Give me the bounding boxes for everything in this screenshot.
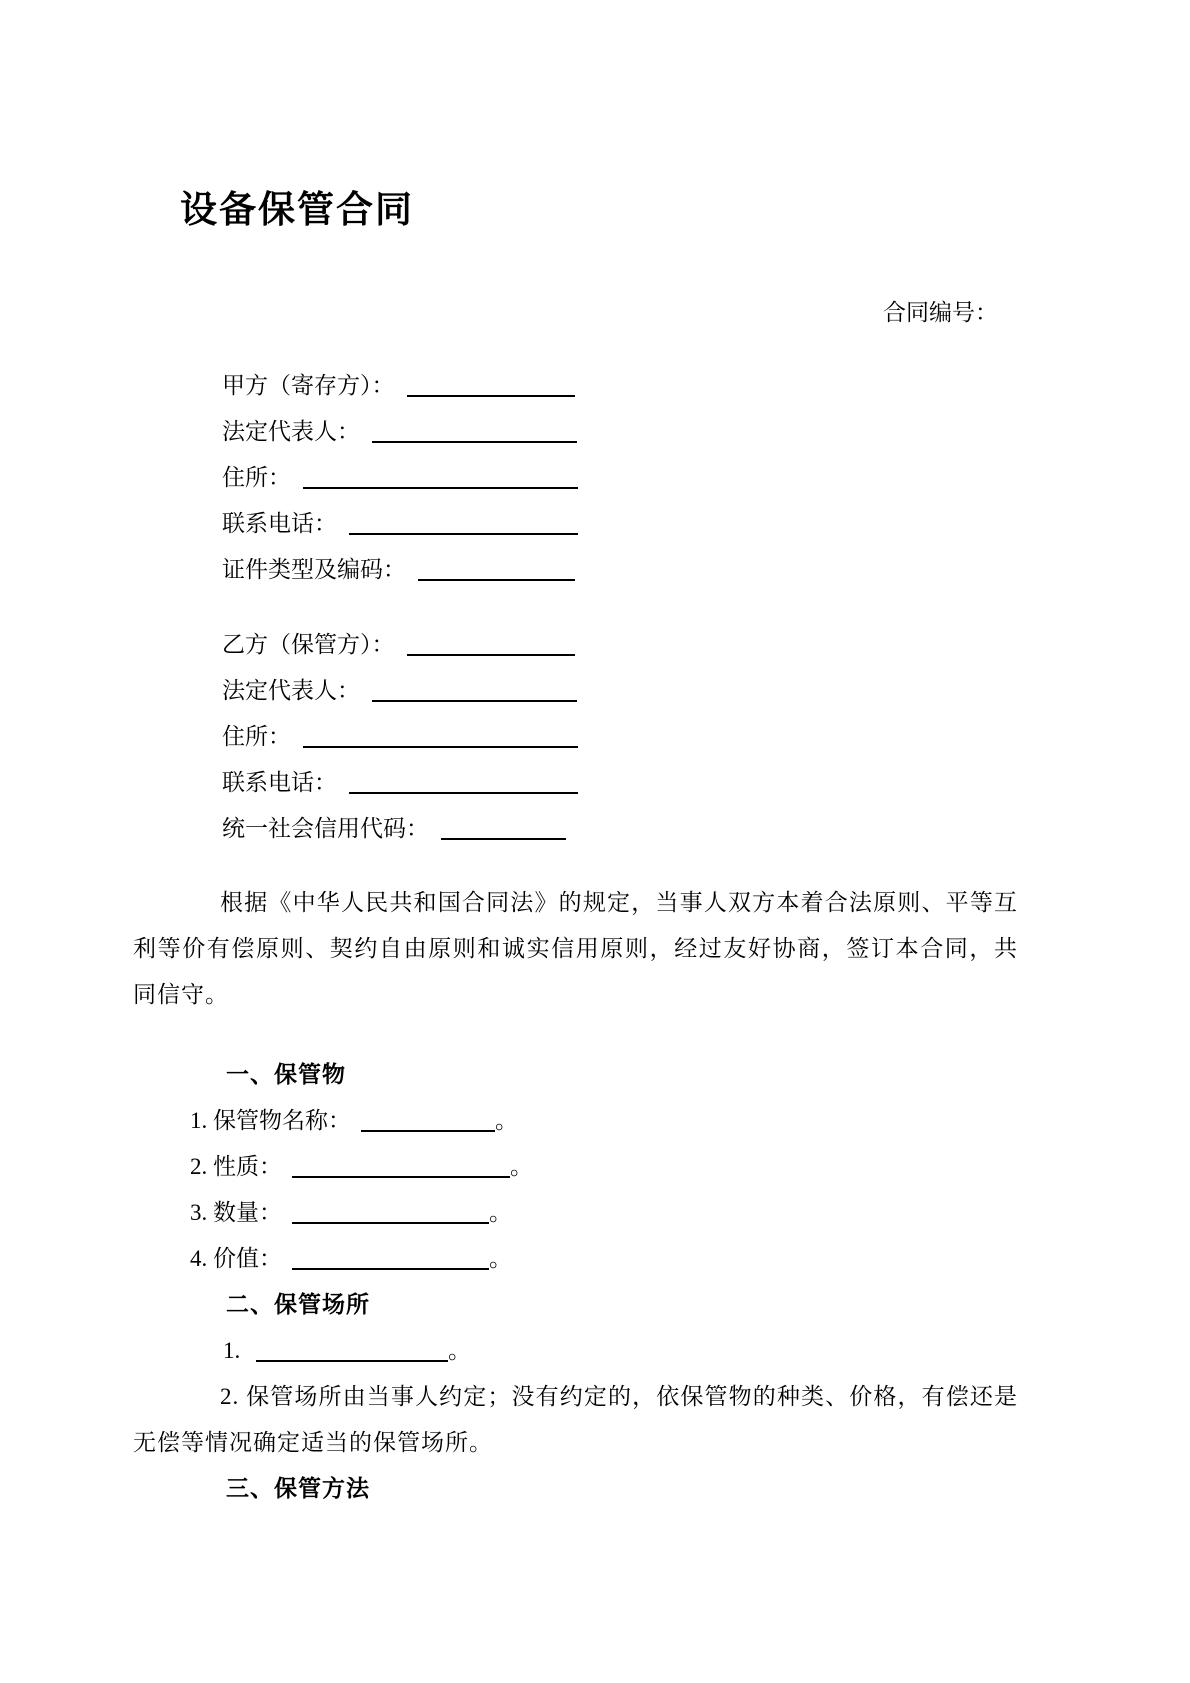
fill-in-blank [303, 728, 578, 748]
field-label: 联系电话： [222, 770, 337, 795]
fill-in-blank [256, 1342, 448, 1362]
section-storage-place [133, 1282, 1018, 1466]
party-b-name-line [222, 622, 1018, 668]
fill-in-blank [372, 682, 577, 702]
field-label: 乙方（保管方）： [222, 632, 395, 657]
item-suffix: 。 [510, 1154, 533, 1179]
item-name-line [190, 1098, 1018, 1144]
item-label: 4. 价值： [190, 1246, 282, 1271]
fill-in-blank [292, 1158, 510, 1178]
fill-in-blank [292, 1250, 489, 1270]
item-suffix: 。 [495, 1108, 518, 1133]
item-label: 2. 性质： [190, 1154, 282, 1179]
item-label: 1. 保管物名称： [190, 1108, 351, 1133]
party-b-block [133, 622, 1018, 852]
field-label: 住所： [222, 465, 291, 490]
fill-in-blank [407, 636, 575, 656]
party-a-address-line [222, 455, 1018, 501]
fill-in-blank [372, 423, 577, 443]
contract-number-line [133, 290, 1018, 336]
item-suffix: 。 [489, 1200, 512, 1225]
item-label: 3. 数量： [190, 1200, 282, 1225]
place-rule-paragraph: 2. 保管场所由当事人约定；没有约定的，依保管物的种类、价格，有偿还是无偿等情况确定适当的保管场所。 [133, 1384, 1018, 1455]
field-label: 联系电话： [222, 511, 337, 536]
section-heading: 三、保管方法 [226, 1476, 370, 1501]
section-storage-item [133, 1052, 1018, 1282]
field-label: 住所： [222, 724, 291, 749]
party-b-address-line [222, 714, 1018, 760]
item-quantity-line [190, 1190, 1018, 1236]
section-storage-method [133, 1466, 1018, 1512]
item-nature-line [190, 1144, 1018, 1190]
party-b-representative-line [222, 668, 1018, 714]
fill-in-blank [418, 561, 575, 581]
field-label: 法定代表人： [222, 419, 360, 444]
fill-in-blank [407, 377, 575, 397]
item-suffix: 。 [448, 1338, 471, 1363]
party-a-representative-line [222, 409, 1018, 455]
document-title: 设备保管合同 [180, 190, 414, 231]
fill-in-blank [303, 469, 578, 489]
party-a-block [133, 363, 1018, 593]
party-b-phone-line [222, 760, 1018, 806]
fill-in-blank [361, 1112, 495, 1132]
party-a-name-line [222, 363, 1018, 409]
fill-in-blank [349, 515, 578, 535]
party-a-phone-line [222, 501, 1018, 547]
party-b-credit-code-line [222, 806, 1018, 852]
place-blank-line [223, 1328, 1018, 1374]
field-label: 甲方（寄存方）： [222, 373, 395, 398]
section-heading: 一、保管物 [226, 1062, 346, 1087]
field-label: 统一社会信用代码： [222, 816, 429, 841]
fill-in-blank [292, 1204, 489, 1224]
preamble-paragraph: 根据《中华人民共和国合同法》的规定，当事人双方本着合法原则、平等互利等价有偿原则、契约自由原则和诚实信用原则，经过友好协商，签订本合同，共同信守。 [133, 890, 1018, 1007]
item-value-line [190, 1236, 1018, 1282]
party-a-id-line [222, 547, 1018, 593]
item-suffix: 。 [489, 1246, 512, 1271]
fill-in-blank [349, 774, 578, 794]
fill-in-blank [441, 820, 566, 840]
field-label: 证件类型及编码： [222, 557, 406, 582]
item-label: 1. [223, 1338, 246, 1363]
section-heading: 二、保管场所 [226, 1292, 370, 1317]
field-label: 法定代表人： [222, 678, 360, 703]
contract-number-label: 合同编号： [883, 300, 998, 325]
